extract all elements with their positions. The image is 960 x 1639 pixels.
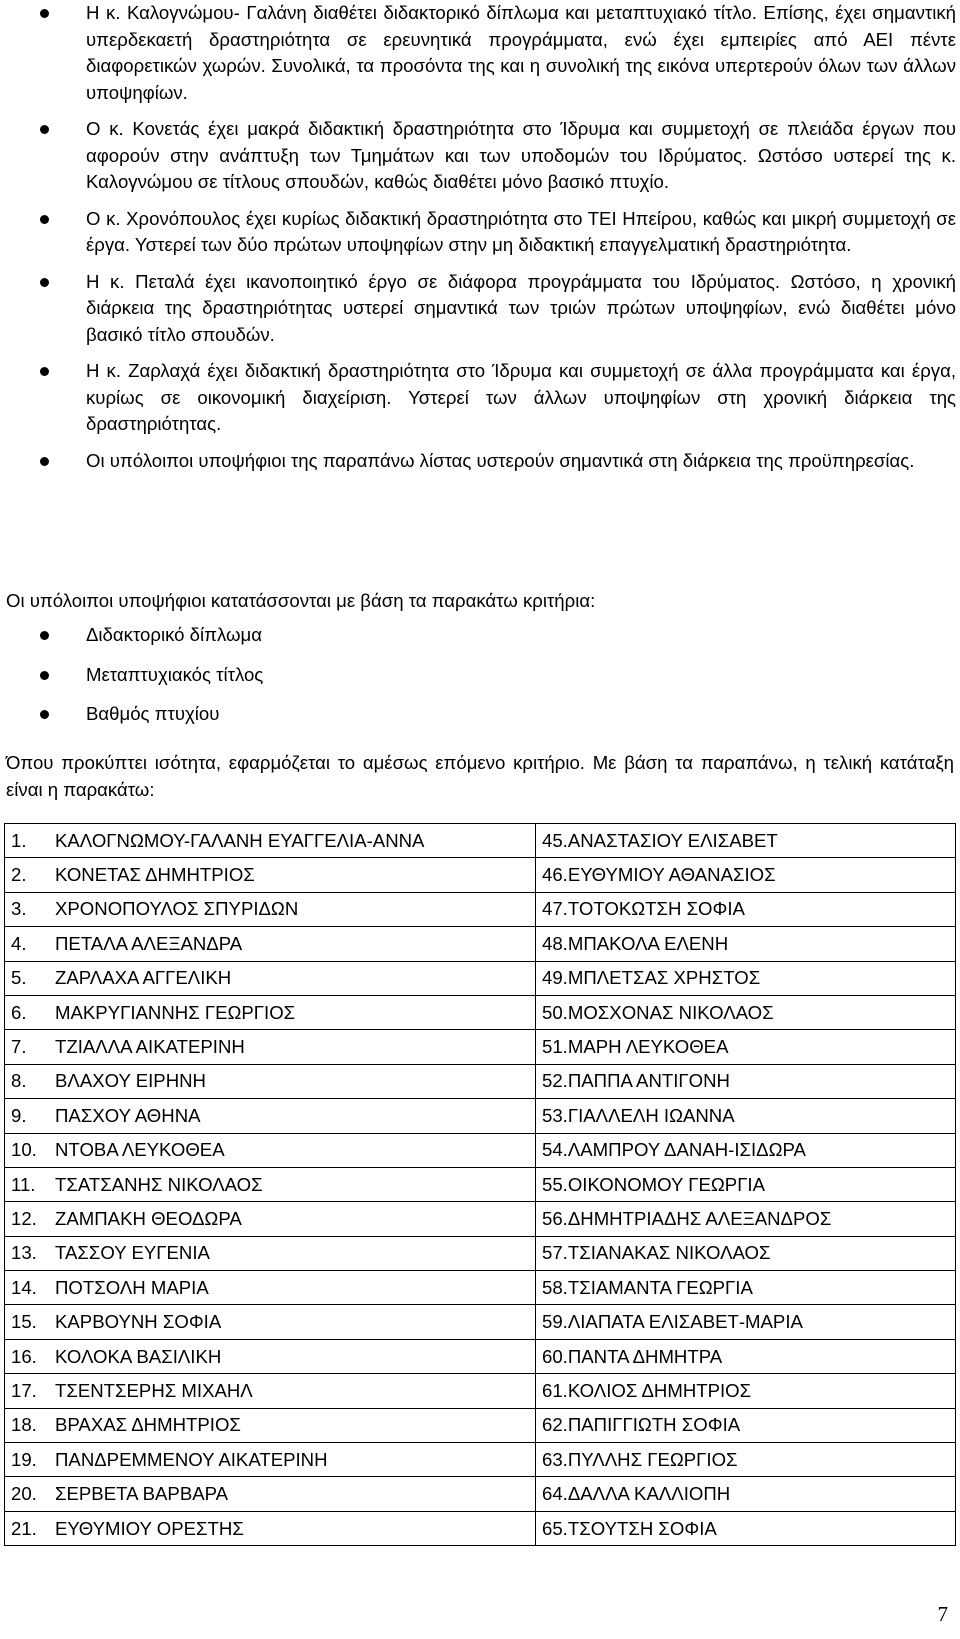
- candidate-name: ΜΑΚΡΥΓΙΑΝΝΗΣ ΓΕΩΡΓΙΟΣ: [55, 1001, 296, 1023]
- ranking-cell-right: 62.ΠΑΠΙΓΓΙΩΤΗ ΣΟΦΙΑ: [536, 1408, 956, 1442]
- ranking-cell-left: [5, 1305, 536, 1339]
- table-row: [5, 1202, 956, 1236]
- candidate-name: ΖΑΜΠΑΚΗ ΘΕΟΔΩΡΑ: [55, 1207, 242, 1229]
- candidate-name: ΚΑΛΟΓΝΩΜΟΥ-ΓΑΛΑΝΗ ΕΥΑΓΓΕΛΙΑ-ΑΝΝΑ: [55, 829, 425, 851]
- rank-number: 7.: [11, 1036, 27, 1058]
- candidate-name: ΚΟΛΟΚΑ ΒΑΣΙΛΙΚΗ: [55, 1345, 222, 1367]
- list-item-text: Βαθμός πτυχίου: [86, 703, 220, 724]
- table-row: [5, 858, 956, 892]
- candidate-name: ΠΑΣΧΟΥ ΑΘΗΝΑ: [55, 1104, 201, 1126]
- list-item-text: Η κ. Ζαρλαχά έχει διδακτική δραστηριότητα στο Ίδρυμα και συμμετοχή σε άλλα προγράμματα και έργα, κυρίως σε οικονομική διαχείριση. Υστερεί των άλλων υποψηφίων στη χρονική διάρκεια της δραστηριότητας.: [86, 360, 956, 434]
- table-row: [5, 1443, 956, 1477]
- list-item-text: Ο κ. Κονετάς έχει μακρά διδακτική δραστηριότητα στο Ίδρυμα και συμμετοχή σε πλειάδα έργων που αφορούν στην ανάπτυξη των Τμημάτων και των υποδομών του Ιδρύματος. Ωστόσο υστερεί της κ. Καλογνώμου σε τίτλους σπουδών, καθώς διαθέτει μόνο βασικό πτυχίο.: [86, 118, 956, 192]
- ranking-cell-right: 52.ΠΑΠΠΑ ΑΝΤΙΓΟΝΗ: [536, 1064, 956, 1098]
- candidate-name: ΒΛΑΧΟΥ ΕΙΡΗΝΗ: [55, 1070, 206, 1092]
- ranking-cell-right: 64.ΔΑΛΛΑ ΚΑΛΛΙΟΠΗ: [536, 1477, 956, 1511]
- candidate-name: ΤΣΕΝΤΣΕΡΗΣ ΜΙΧΑΗΛ: [55, 1379, 253, 1401]
- page-number: 7: [937, 1602, 948, 1626]
- candidate-name: ΠΟΤΣΟΛΗ ΜΑΡΙΑ: [55, 1276, 209, 1298]
- ranking-cell-left: [5, 1443, 536, 1477]
- ranking-cell-left: [5, 995, 536, 1029]
- criteria-list: [0, 622, 956, 741]
- list-item: [0, 662, 956, 689]
- ranking-cell-right: 50.ΜΟΣΧΟΝΑΣ ΝΙΚΟΛΑΟΣ: [536, 995, 956, 1029]
- bullet-icon: [40, 457, 49, 466]
- rank-number: 17.: [11, 1379, 37, 1401]
- bullet-icon: [40, 9, 49, 18]
- table-row: [5, 1133, 956, 1167]
- ranking-cell-left: [5, 892, 536, 926]
- table-row: [5, 1374, 956, 1408]
- ranking-cell-right: 65.ΤΣΟΥΤΣΗ ΣΟΦΙΑ: [536, 1511, 956, 1545]
- table-row: [5, 1339, 956, 1373]
- table-row: [5, 1099, 956, 1133]
- rank-number: 8.: [11, 1070, 27, 1092]
- candidate-name: ΤΖΙΑΛΛΑ ΑΙΚΑΤΕΡΙΝΗ: [55, 1036, 245, 1058]
- rank-number: 20.: [11, 1483, 37, 1505]
- list-item: [0, 116, 956, 196]
- ranking-cell-left: [5, 824, 536, 858]
- list-item-text: Μεταπτυχιακός τίτλος: [86, 663, 264, 685]
- rank-number: 5.: [11, 967, 27, 989]
- rank-number: 18.: [11, 1414, 37, 1436]
- ranking-cell-left: [5, 1133, 536, 1167]
- table-row: [5, 1236, 956, 1270]
- ranking-cell-right: 47.ΤΟΤΟΚΩΤΣΗ ΣΟΦΙΑ: [536, 892, 956, 926]
- bullet-icon: [40, 671, 49, 680]
- rank-number: 6.: [11, 1001, 27, 1023]
- list-item-text: Η κ. Καλογνώμου- Γαλάνη διαθέτει διδακτορικό δίπλωμα και μεταπτυχιακό τίτλο. Επίσης, έχει σημαντική υπερδεκαετή δραστηριότητα σε ερευνητικά προγράμματα, ενώ έχει εμπειρίες από ΑΕΙ πέντε διαφορετικών χωρών. Συνολικά, τα προσόντα της και η συνολική της εικόνα υπερτερούν όλων των άλλων υποψηφίων.: [86, 2, 956, 103]
- ranking-cell-right: 53.ΓΙΑΛΛΕΛΗ ΙΩΑΝΝΑ: [536, 1099, 956, 1133]
- table-row: [5, 1477, 956, 1511]
- rank-number: 12.: [11, 1207, 37, 1229]
- table-row: [5, 1064, 956, 1098]
- ranking-cell-right: 55.ΟΙΚΟΝΟΜΟΥ ΓΕΩΡΓΙΑ: [536, 1167, 956, 1201]
- list-item-text: Οι υπόλοιποι υποψήφιοι της παραπάνω λίστας υστερούν σημαντικά στη διάρκεια της προϋπηρεσίας.: [86, 449, 915, 471]
- rank-number: 13.: [11, 1242, 37, 1264]
- table-row: [5, 1305, 956, 1339]
- table-row: [5, 1408, 956, 1442]
- candidate-name: ΠΕΤΑΛΑ ΑΛΕΞΑΝΔΡΑ: [55, 932, 243, 954]
- ranking-cell-right: 58.ΤΣΙΑΜΑΝΤΑ ΓΕΩΡΓΙΑ: [536, 1271, 956, 1305]
- ranking-cell-left: [5, 1236, 536, 1270]
- candidate-name: ΤΣΑΤΣΑΝΗΣ ΝΙΚΟΛΑΟΣ: [55, 1173, 263, 1195]
- rank-number: 1.: [11, 829, 27, 851]
- list-item-text: Διδακτορικό δίπλωμα: [86, 624, 262, 645]
- candidate-name: ΒΡΑΧΑΣ ΔΗΜΗΤΡΙΟΣ: [55, 1414, 241, 1436]
- bullet-icon: [40, 125, 49, 134]
- list-item: [0, 269, 956, 349]
- rank-number: 10.: [11, 1139, 37, 1161]
- list-item: [0, 622, 956, 649]
- ranking-cell-right: 46.ΕΥΘΥΜΙΟΥ ΑΘΑΝΑΣΙΟΣ: [536, 858, 956, 892]
- ranking-cell-right: 45.ΑΝΑΣΤΑΣΙΟΥ ΕΛΙΣΑΒΕΤ: [536, 824, 956, 858]
- rank-number: 2.: [11, 864, 27, 886]
- candidate-name: ΣΕΡΒΕΤΑ ΒΑΡΒΑΡΑ: [55, 1483, 229, 1505]
- bullet-icon: [40, 631, 49, 640]
- list-item: [0, 358, 956, 438]
- ranking-cell-right: 63.ΠΥΛΛΗΣ ΓΕΩΡΓΙΟΣ: [536, 1443, 956, 1477]
- rank-number: 15.: [11, 1311, 37, 1333]
- table-row: [5, 1511, 956, 1545]
- candidate-name: ΧΡΟΝΟΠΟΥΛΟΣ ΣΠΥΡΙΔΩΝ: [55, 898, 299, 920]
- ranking-cell-left: [5, 1167, 536, 1201]
- candidate-name: ΚΟΝΕΤΑΣ ΔΗΜΗΤΡΙΟΣ: [55, 864, 255, 886]
- list-item-text: Η κ. Πεταλά έχει ικανοποιητικό έργο σε διάφορα προγράμματα του Ιδρύματος. Ωστόσο, η χρονική διάρκεια της δραστηριότητας υστερεί σημαντικά των τριών πρώτων υποψηφίων, ενώ διαθέτει μόνο βασικό τίτλο σπουδών.: [86, 270, 956, 345]
- table-row: [5, 1030, 956, 1064]
- rank-number: 11.: [11, 1173, 36, 1195]
- rank-number: 19.: [11, 1448, 37, 1470]
- ranking-cell-left: [5, 858, 536, 892]
- list-item: [0, 448, 956, 475]
- ranking-cell-left: [5, 961, 536, 995]
- bullet-icon: [40, 215, 49, 224]
- ranking-table: [4, 823, 956, 1546]
- ranking-cell-right: 56.ΔΗΜΗΤΡΙΑΔΗΣ ΑΛΕΞΑΝΔΡΟΣ: [536, 1202, 956, 1236]
- table-row: [5, 961, 956, 995]
- ranking-cell-left: [5, 1099, 536, 1133]
- table-row: [5, 824, 956, 858]
- ranking-cell-right: 48.ΜΠΑΚΟΛΑ ΕΛΕΝΗ: [536, 927, 956, 961]
- list-item: [0, 206, 956, 259]
- rank-number: 9.: [11, 1104, 27, 1126]
- rank-number: 3.: [11, 898, 27, 920]
- criteria-intro: Οι υπόλοιποι υποψήφιοι κατατάσσονται με βάση τα παρακάτω κριτήρια:: [6, 590, 596, 611]
- rank-number: 21.: [11, 1517, 37, 1539]
- bullet-icon: [40, 367, 49, 376]
- tie-rule-paragraph: Όπου προκύπτει ισότητα, εφαρμόζεται το αμέσως επόμενο κριτήριο. Με βάση τα παραπάνω, η τελική κατάταξη είναι η παρακάτω:: [6, 752, 954, 800]
- candidate-name: ΚΑΡΒΟΥΝΗ ΣΟΦΙΑ: [55, 1311, 222, 1333]
- list-item-text: Ο κ. Χρονόπουλος έχει κυρίως διδακτική δραστηριότητα στο ΤΕΙ Ηπείρου, καθώς και μικρή συμμετοχή σε έργα. Υστερεί των δύο πρώτων υποψηφίων στην μη διδακτική επαγγελματική δραστηριότητα.: [86, 207, 956, 255]
- candidate-name: ΕΥΘΥΜΙΟΥ ΟΡΕΣΤΗΣ: [55, 1517, 244, 1539]
- list-item: [0, 0, 956, 106]
- candidate-name: ΤΑΣΣΟΥ ΕΥΓΕΝΙΑ: [55, 1242, 210, 1264]
- rank-number: 14.: [11, 1276, 37, 1298]
- table-row: [5, 1167, 956, 1201]
- ranking-cell-left: [5, 1339, 536, 1373]
- candidate-name: ΝΤΟΒΑ ΛΕΥΚΟΘΕΑ: [55, 1139, 225, 1161]
- ranking-cell-left: [5, 1511, 536, 1545]
- ranking-cell-left: [5, 1477, 536, 1511]
- table-row: [5, 995, 956, 1029]
- ranking-cell-left: [5, 1374, 536, 1408]
- table-row: [5, 927, 956, 961]
- ranking-cell-right: 57.ΤΣΙΑΝΑΚΑΣ ΝΙΚΟΛΑΟΣ: [536, 1236, 956, 1270]
- ranking-cell-right: 51.ΜΑΡΗ ΛΕΥΚΟΘΕΑ: [536, 1030, 956, 1064]
- ranking-cell-left: [5, 1202, 536, 1236]
- bullet-icon: [40, 278, 49, 287]
- ranking-cell-left: [5, 1408, 536, 1442]
- candidate-name: ΠΑΝΔΡΕΜΜΕΝΟΥ ΑΙΚΑΤΕΡΙΝΗ: [55, 1448, 328, 1470]
- list-item: [0, 701, 956, 728]
- ranking-cell-right: 61.ΚΟΛΙΟΣ ΔΗΜΗΤΡΙΟΣ: [536, 1374, 956, 1408]
- rank-number: 4.: [11, 932, 27, 954]
- ranking-cell-left: [5, 1030, 536, 1064]
- ranking-cell-right: 49.ΜΠΛΕΤΣΑΣ ΧΡΗΣΤΟΣ: [536, 961, 956, 995]
- candidate-notes-list: [0, 0, 956, 484]
- ranking-cell-right: 60.ΠΑΝΤΑ ΔΗΜΗΤΡΑ: [536, 1339, 956, 1373]
- ranking-cell-right: 54.ΛΑΜΠΡΟΥ ΔΑΝΑΗ-ΙΣΙΔΩΡΑ: [536, 1133, 956, 1167]
- rank-number: 16.: [11, 1345, 37, 1367]
- bullet-icon: [40, 710, 49, 719]
- ranking-cell-left: [5, 1271, 536, 1305]
- table-row: [5, 1271, 956, 1305]
- candidate-name: ΖΑΡΛΑΧΑ ΑΓΓΕΛΙΚΗ: [55, 967, 232, 989]
- ranking-cell-right: 59.ΛΙΑΠΑΤΑ ΕΛΙΣΑΒΕΤ-ΜΑΡΙΑ: [536, 1305, 956, 1339]
- ranking-cell-left: [5, 1064, 536, 1098]
- table-row: [5, 892, 956, 926]
- ranking-cell-left: [5, 927, 536, 961]
